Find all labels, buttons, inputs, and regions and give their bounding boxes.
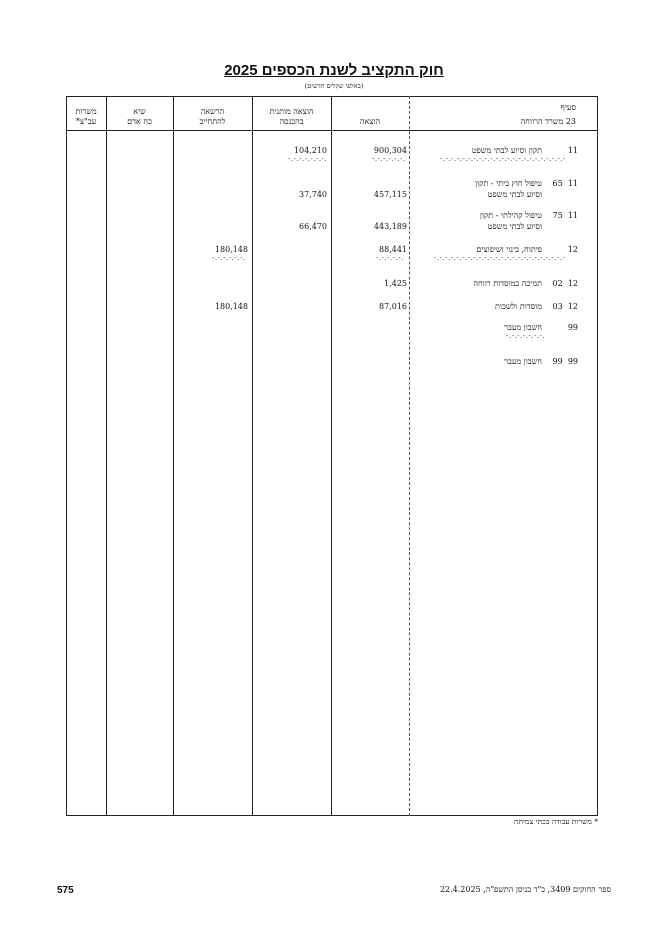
row-label: פיתוח, בינוי ושיפוצים	[476, 245, 542, 254]
header-manpower	[106, 107, 173, 127]
header-section-label: סעיף	[560, 103, 576, 112]
budget-table-frame	[66, 96, 598, 816]
header-positions	[66, 107, 106, 127]
dot-leader: -.-.-.-.-.	[376, 254, 404, 262]
expense-value: 900,304	[373, 146, 407, 155]
dot-leader: -.-.-.-.-.-.	[212, 254, 246, 262]
row-label: טיפול קהילתי - תקון	[479, 211, 542, 220]
row-label: טיפול חוץ ביתי - תקון	[475, 179, 542, 188]
row-label: חשבון מעבר	[504, 323, 542, 332]
commitment-value: 180,148	[214, 302, 248, 311]
header-separator	[66, 130, 598, 131]
row-code: 11	[567, 146, 578, 155]
column-divider	[106, 96, 107, 816]
column-divider	[331, 96, 332, 816]
row-code: 12 02	[552, 279, 578, 288]
header-manpower-line2: כח אדם	[127, 117, 152, 126]
dot-leader: -.-.-.-.-.-.-.-.-.-.-.-.-.-.-.-.-.-.-.-.-.-.-.-	[434, 254, 566, 262]
row-code: 11 75	[552, 211, 578, 220]
row-code: 99	[567, 323, 578, 332]
header-positions-line1: משרות	[75, 107, 97, 116]
page-title: חוק התקציב לשנת הכספים 2025	[224, 62, 444, 79]
row-code: 12 03	[552, 302, 578, 311]
header-conditional-expense	[252, 107, 331, 127]
header-expense: הוצאה	[359, 117, 381, 126]
publication-info: ספר החוקים 3409, כ"ד בניסן התשפ"ה, 22.4.2025	[439, 885, 611, 894]
row-label: חשבון מעבר	[504, 357, 542, 366]
dot-leader: -.-.-.-.-.-.	[372, 155, 406, 163]
header-manpower-line1: שיא	[133, 107, 146, 116]
page-number: 575	[57, 885, 74, 896]
row-label-line2: וסיוע לבתי משפט	[487, 222, 542, 231]
dot-leader: -.-.-.-.-.-.-.	[288, 155, 328, 163]
ministry-name: משרד הרווחה	[520, 117, 564, 126]
header-positions-line2: עב"צ*	[75, 117, 97, 126]
conditional-value: 37,740	[299, 190, 327, 199]
header-conditional-line1: הוצאה מותנית	[269, 107, 314, 116]
row-code: 99 99	[552, 357, 578, 366]
dot-leader: -.-.-.-.-.-.-.-.-.-.-.-.-.-.-.-.-.-.-.-.-.-.-	[440, 155, 566, 163]
row-label-line2: וסיוע לבתי משפט	[487, 190, 542, 199]
commitment-value: 180,148	[214, 245, 248, 254]
conditional-value: 66,470	[299, 222, 327, 231]
footnote: * משרות עבודה בכתי צמיתה	[514, 817, 598, 826]
expense-value: 88,441	[379, 245, 407, 254]
expense-value: 87,016	[379, 302, 407, 311]
row-label: מוסדות ולשכות	[495, 302, 542, 311]
row-code: 11 65	[552, 179, 578, 188]
column-divider-dashed	[409, 96, 410, 816]
header-commitment	[173, 107, 252, 127]
row-label: תקון וסיוע לבתי משפט	[471, 146, 542, 155]
header-commitment-line2: להתחייב	[199, 117, 226, 126]
row-label: תמיכה במוסדות רווחה	[473, 279, 542, 288]
column-divider	[173, 96, 174, 816]
header-commitment-line1: הרשאה	[200, 107, 225, 116]
column-divider	[252, 96, 253, 816]
expense-value: 457,115	[373, 190, 407, 199]
row-code: 12	[567, 245, 578, 254]
expense-value: 443,189	[373, 222, 407, 231]
conditional-value: 104,210	[293, 146, 327, 155]
expense-value: 1,425	[384, 279, 407, 288]
header-conditional-line2: בהכנסה	[279, 117, 304, 126]
dot-leader: -.-.-.-.-.-.-.	[506, 332, 546, 340]
header-ministry	[420, 116, 576, 127]
ministry-code: 23	[565, 117, 576, 126]
page-subtitle: (באלפי שקלים חדשים)	[304, 82, 364, 90]
